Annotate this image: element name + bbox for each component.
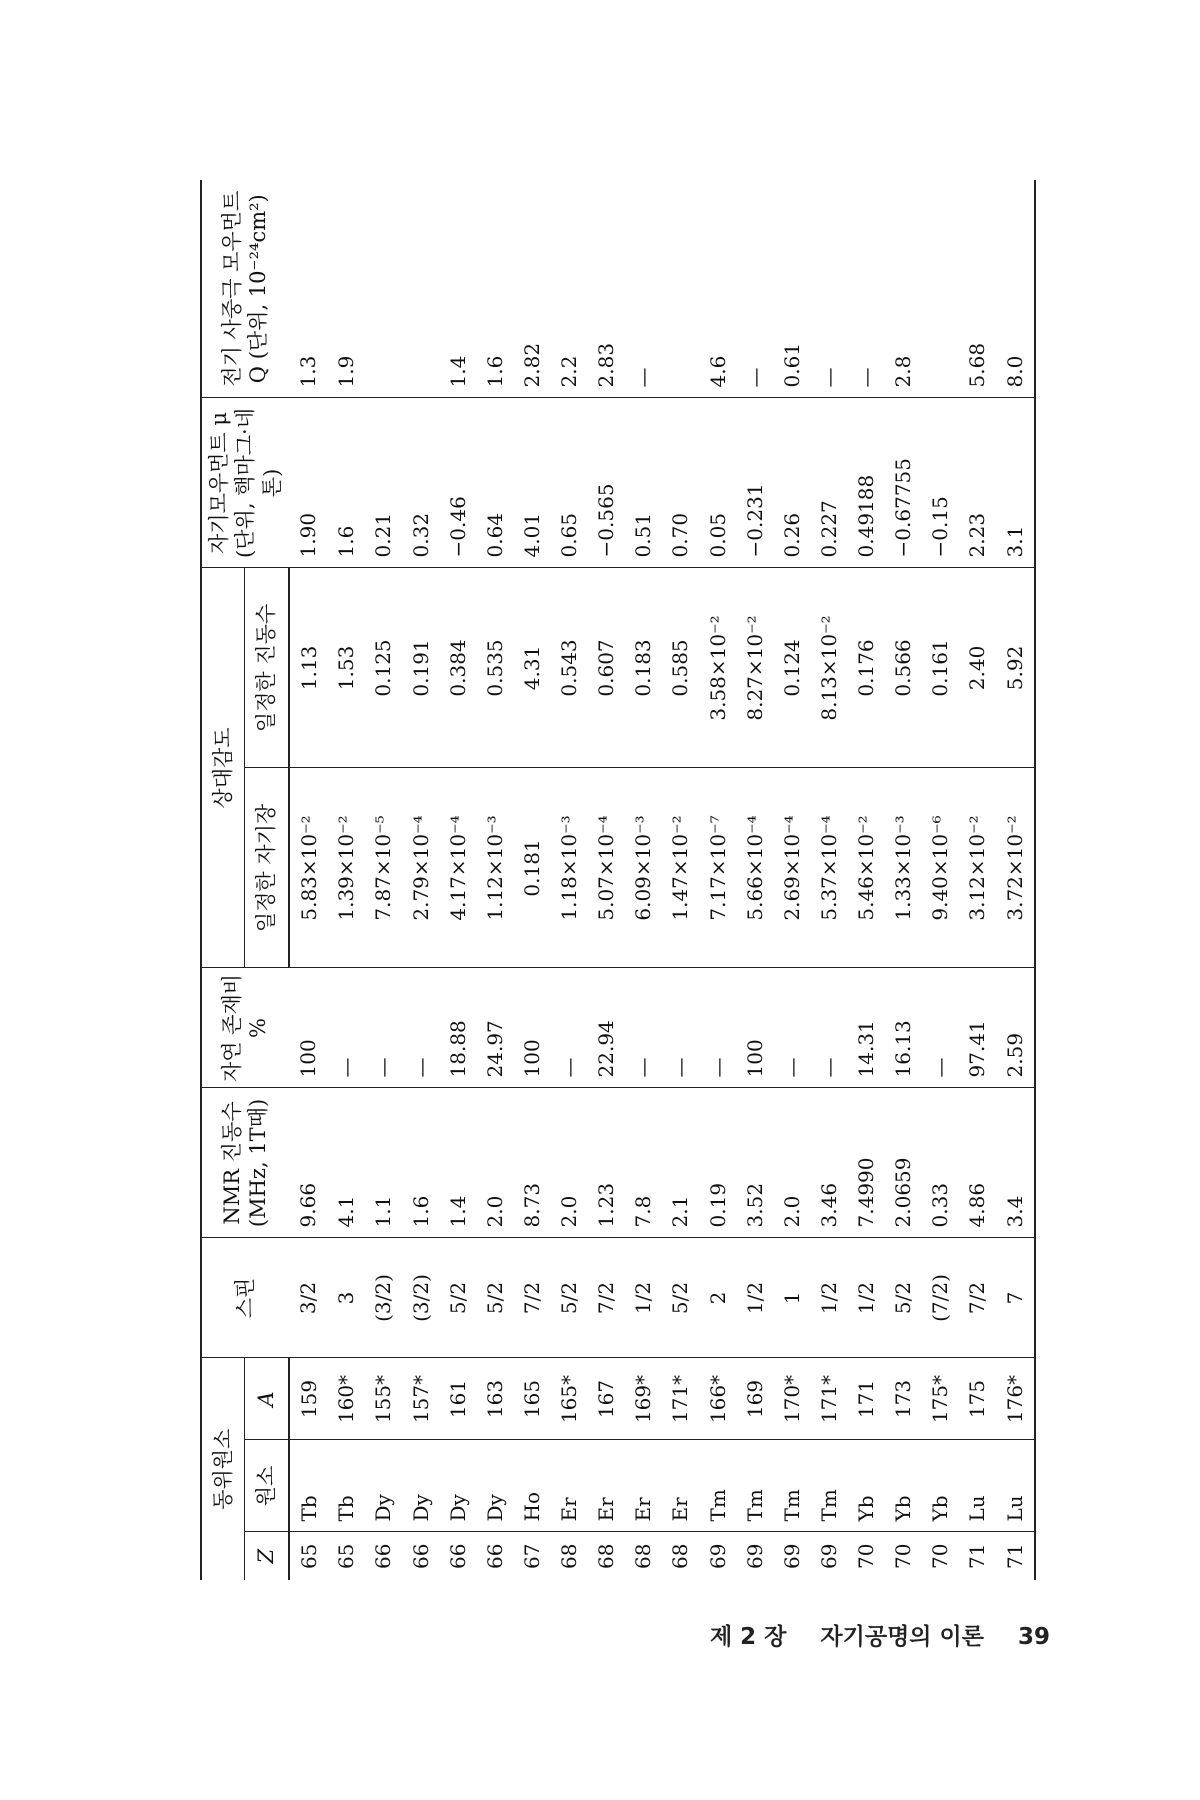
cell-abundance: — [625,968,662,1088]
cell-spin: 5/2 [885,1238,922,1358]
cell-nmr-frequency: 1.23 [588,1088,625,1238]
cell-quadrupole-moment: — [810,180,847,398]
cell-spin: 3/2 [289,1238,328,1358]
cell-element: Tm [699,1440,736,1532]
table-row [699,180,736,1580]
cell-nmr-frequency: 1.1 [365,1088,402,1238]
cell-magnetic-moment: 1.90 [289,398,328,568]
cell-mass-number: 157* [402,1358,439,1440]
cell-abundance: — [365,968,402,1088]
cell-quadrupole-moment: — [736,180,773,398]
cell-nmr-frequency: 2.1 [662,1088,699,1238]
cell-quadrupole-moment: — [847,180,884,398]
cell-element: Er [662,1440,699,1532]
cell-mass-number: 176* [996,1358,1035,1440]
cell-element: Tb [289,1440,328,1532]
cell-magnetic-moment: −0.46 [439,398,476,568]
table-row [736,180,773,1580]
cell-spin: 1 [773,1238,810,1358]
cell-z: 69 [779,1543,804,1569]
cell-mass-number: 165 [513,1358,550,1440]
cell-quadrupole-moment: — [625,180,662,398]
cell-quadrupole-moment: 1.9 [328,180,365,398]
cell-constant-frequency: 3.58×10⁻² [699,568,736,768]
table-row [402,180,439,1580]
cell-mass-number: 161 [439,1358,476,1440]
cell-nmr-frequency: 1.6 [402,1088,439,1238]
cell-nmr-frequency: 1.4 [439,1088,476,1238]
header-natural-abundance: 자연 존재비 % [201,968,289,1088]
cell-constant-frequency: 0.585 [662,568,699,768]
cell-nmr-frequency: 4.86 [959,1088,996,1238]
cell-z: 70 [854,1543,879,1569]
cell-constant-field: 1.47×10⁻² [662,768,699,968]
cell-constant-frequency: 8.27×10⁻² [736,568,773,768]
cell-element: Tb [328,1440,365,1532]
cell-constant-field: 7.17×10⁻⁷ [699,768,736,968]
cell-magnetic-moment: 0.64 [476,398,513,568]
table-row [625,180,662,1580]
cell-mass-number: 159 [289,1358,328,1440]
cell-nmr-frequency: 8.73 [513,1088,550,1238]
cell-magnetic-moment: 0.32 [402,398,439,568]
cell-mass-number: 170* [773,1358,810,1440]
cell-constant-frequency: 5.92 [996,568,1035,768]
cell-magnetic-moment: 0.65 [550,398,587,568]
cell-nmr-frequency: 3.4 [996,1088,1035,1238]
cell-mass-number: 155* [365,1358,402,1440]
table-row [476,180,513,1580]
cell-z: 67 [519,1543,544,1569]
cell-mass-number: 165* [550,1358,587,1440]
cell-z: 65 [296,1543,321,1569]
table-row [439,180,476,1580]
cell-abundance: — [328,968,365,1088]
cell-element: Lu [996,1440,1035,1532]
header-spin: 스핀 [201,1238,289,1358]
rotated-table-wrapper [200,180,1028,1580]
header-constant-field: 일정한 자기장 [245,768,289,968]
cell-nmr-frequency: 2.0 [550,1088,587,1238]
cell-spin: (3/2) [402,1238,439,1358]
cell-abundance: — [699,968,736,1088]
cell-spin: 1/2 [847,1238,884,1358]
cell-mass-number: 173 [885,1358,922,1440]
header-element: 원소 [245,1440,289,1532]
cell-constant-field: 3.72×10⁻² [996,768,1035,968]
cell-z: 69 [816,1543,841,1569]
cell-z: 71 [965,1543,990,1569]
cell-magnetic-moment: 3.1 [996,398,1035,568]
cell-magnetic-moment: 0.05 [699,398,736,568]
cell-quadrupole-moment: 0.61 [773,180,810,398]
cell-constant-field: 1.18×10⁻³ [550,768,587,968]
table-row [662,180,699,1580]
cell-spin: 1/2 [625,1238,662,1358]
cell-nmr-frequency: 0.33 [922,1088,959,1238]
table-row [289,180,328,1580]
cell-mass-number: 171* [810,1358,847,1440]
cell-spin: 5/2 [476,1238,513,1358]
cell-spin: 1/2 [810,1238,847,1358]
footer-chapter: 제 2 장 [709,1624,787,1650]
cell-element: Dy [365,1440,402,1532]
cell-quadrupole-moment: 1.6 [476,180,513,398]
cell-mass-number: 160* [328,1358,365,1440]
cell-abundance: — [810,968,847,1088]
isotope-nmr-table [200,180,1036,1580]
cell-magnetic-moment: 0.21 [365,398,402,568]
cell-constant-frequency: 4.31 [513,568,550,768]
cell-spin: (3/2) [365,1238,402,1358]
cell-mass-number: 171* [662,1358,699,1440]
cell-z: 70 [928,1543,953,1569]
cell-constant-frequency: 0.161 [922,568,959,768]
cell-nmr-frequency: 7.8 [625,1088,662,1238]
cell-z: 68 [557,1543,582,1569]
cell-nmr-frequency: 3.46 [810,1088,847,1238]
cell-constant-frequency: 0.607 [588,568,625,768]
cell-z: 66 [408,1543,433,1569]
cell-constant-frequency: 0.535 [476,568,513,768]
cell-quadrupole-moment [922,180,959,398]
table-row [996,180,1035,1580]
cell-quadrupole-moment [662,180,699,398]
table-row [328,180,365,1580]
cell-spin: 2 [699,1238,736,1358]
cell-z: 68 [631,1543,656,1569]
table-row [847,180,884,1580]
cell-mass-number: 163 [476,1358,513,1440]
cell-constant-field: 7.87×10⁻⁵ [365,768,402,968]
cell-constant-field: 5.07×10⁻⁴ [588,768,625,968]
cell-abundance: 2.59 [996,968,1035,1088]
cell-z: 69 [742,1543,767,1569]
cell-quadrupole-moment: 5.68 [959,180,996,398]
cell-nmr-frequency: 2.0659 [885,1088,922,1238]
cell-constant-field: 1.12×10⁻³ [476,768,513,968]
cell-constant-field: 6.09×10⁻³ [625,768,662,968]
header-constant-frequency: 일정한 진동수 [245,568,289,768]
cell-constant-field: 5.66×10⁻⁴ [736,768,773,968]
cell-spin: 7/2 [588,1238,625,1358]
cell-element: Dy [402,1440,439,1532]
cell-magnetic-moment: 4.01 [513,398,550,568]
cell-quadrupole-moment: 2.8 [885,180,922,398]
cell-spin: 7 [996,1238,1035,1358]
table-row [810,180,847,1580]
cell-spin: 1/2 [736,1238,773,1358]
cell-quadrupole-moment: 4.6 [699,180,736,398]
cell-magnetic-moment: −0.231 [736,398,773,568]
cell-constant-frequency: 0.191 [402,568,439,768]
cell-element: Tm [736,1440,773,1532]
table-row [513,180,550,1580]
cell-quadrupole-moment [365,180,402,398]
footer-page-number: 39 [1017,1624,1050,1650]
cell-nmr-frequency: 2.0 [476,1088,513,1238]
cell-constant-frequency: 0.384 [439,568,476,768]
cell-magnetic-moment: 0.49188 [847,398,884,568]
cell-z: 70 [891,1543,916,1569]
cell-constant-field: 3.12×10⁻² [959,768,996,968]
table-row [365,180,402,1580]
cell-constant-field: 5.83×10⁻² [289,768,328,968]
header-isotope: 동위원소 [201,1358,245,1580]
cell-z: 71 [1003,1543,1028,1569]
header-nmr-frequency: NMR 진동수 (MHz, 1T때) [201,1088,289,1238]
table-row [922,180,959,1580]
cell-abundance: — [550,968,587,1088]
cell-nmr-frequency: 4.1 [328,1088,365,1238]
cell-element: Er [588,1440,625,1532]
cell-abundance: 100 [513,968,550,1088]
table-row [773,180,810,1580]
cell-quadrupole-moment: 1.4 [439,180,476,398]
cell-constant-frequency: 0.543 [550,568,587,768]
cell-constant-frequency: 0.125 [365,568,402,768]
cell-spin: (7/2) [922,1238,959,1358]
cell-nmr-frequency: 3.52 [736,1088,773,1238]
cell-quadrupole-moment [402,180,439,398]
cell-abundance: — [773,968,810,1088]
table-row [959,180,996,1580]
cell-magnetic-moment: 0.51 [625,398,662,568]
cell-nmr-frequency: 7.4990 [847,1088,884,1238]
cell-z: 68 [594,1543,619,1569]
cell-abundance: 14.31 [847,968,884,1088]
cell-z: 66 [371,1543,396,1569]
cell-constant-frequency: 0.566 [885,568,922,768]
cell-magnetic-moment: −0.67755 [885,398,922,568]
cell-magnetic-moment: 0.26 [773,398,810,568]
table-row [550,180,587,1580]
cell-element: Lu [959,1440,996,1532]
cell-z: 65 [334,1543,359,1569]
cell-constant-frequency: 8.13×10⁻² [810,568,847,768]
cell-nmr-frequency: 2.0 [773,1088,810,1238]
cell-quadrupole-moment: 2.83 [588,180,625,398]
cell-element: Ho [513,1440,550,1532]
cell-magnetic-moment: 0.227 [810,398,847,568]
header-relative-sensitivity: 상대감도 [201,568,245,968]
cell-spin: 5/2 [439,1238,476,1358]
cell-constant-frequency: 0.183 [625,568,662,768]
cell-abundance: — [662,968,699,1088]
cell-spin: 5/2 [662,1238,699,1358]
cell-abundance: — [402,968,439,1088]
cell-constant-frequency: 0.124 [773,568,810,768]
cell-element: Er [625,1440,662,1532]
cell-element: Tm [810,1440,847,1532]
cell-magnetic-moment: 1.6 [328,398,365,568]
cell-element: Er [550,1440,587,1532]
cell-spin: 7/2 [513,1238,550,1358]
cell-constant-field: 2.69×10⁻⁴ [773,768,810,968]
cell-constant-frequency: 1.53 [328,568,365,768]
cell-element: Dy [476,1440,513,1532]
header-quadrupole-moment: 전기 사중극 모우먼트 Q (단위, 10⁻²⁴cm²) [201,180,289,398]
table-row [588,180,625,1580]
cell-mass-number: 175 [959,1358,996,1440]
cell-abundance: 16.13 [885,968,922,1088]
cell-abundance: 22.94 [588,968,625,1088]
cell-constant-field: 4.17×10⁻⁴ [439,768,476,968]
cell-z: 69 [705,1543,730,1569]
header-a: A [245,1358,289,1440]
cell-mass-number: 167 [588,1358,625,1440]
cell-nmr-frequency: 0.19 [699,1088,736,1238]
cell-abundance: 24.97 [476,968,513,1088]
cell-constant-field: 5.46×10⁻² [847,768,884,968]
cell-abundance: 100 [736,968,773,1088]
cell-mass-number: 169 [736,1358,773,1440]
cell-z: 68 [668,1543,693,1569]
cell-mass-number: 169* [625,1358,662,1440]
table-body [289,180,1036,1580]
cell-spin: 7/2 [959,1238,996,1358]
cell-quadrupole-moment: 1.3 [289,180,328,398]
cell-element: Yb [922,1440,959,1532]
cell-quadrupole-moment: 2.2 [550,180,587,398]
cell-constant-field: 1.39×10⁻² [328,768,365,968]
cell-mass-number: 171 [847,1358,884,1440]
cell-abundance: 18.88 [439,968,476,1088]
cell-constant-field: 2.79×10⁻⁴ [402,768,439,968]
header-z: Z [245,1532,289,1580]
cell-quadrupole-moment: 8.0 [996,180,1035,398]
cell-element: Dy [439,1440,476,1532]
cell-abundance: 97.41 [959,968,996,1088]
cell-spin: 3 [328,1238,365,1358]
cell-quadrupole-moment: 2.82 [513,180,550,398]
cell-mass-number: 166* [699,1358,736,1440]
cell-magnetic-moment: 2.23 [959,398,996,568]
cell-nmr-frequency: 9.66 [289,1088,328,1238]
cell-element: Tm [773,1440,810,1532]
cell-magnetic-moment: −0.15 [922,398,959,568]
header-magnetic-moment: 자기모우먼트 μ (단위, 핵마그·네톤) [201,398,289,568]
cell-z: 66 [445,1543,470,1569]
footer-title: 자기공명의 이론 [820,1624,984,1650]
cell-spin: 5/2 [550,1238,587,1358]
cell-z: 66 [482,1543,507,1569]
cell-element: Yb [847,1440,884,1532]
cell-magnetic-moment: 0.70 [662,398,699,568]
cell-constant-field: 1.33×10⁻³ [885,768,922,968]
cell-abundance: — [922,968,959,1088]
page-footer [684,1618,1050,1651]
cell-constant-field: 5.37×10⁻⁴ [810,768,847,968]
table-row [885,180,922,1580]
cell-constant-frequency: 0.176 [847,568,884,768]
cell-magnetic-moment: −0.565 [588,398,625,568]
cell-abundance: 100 [289,968,328,1088]
cell-element: Yb [885,1440,922,1532]
cell-constant-frequency: 2.40 [959,568,996,768]
cell-constant-field: 0.181 [513,768,550,968]
cell-constant-frequency: 1.13 [289,568,328,768]
cell-constant-field: 9.40×10⁻⁶ [922,768,959,968]
cell-mass-number: 175* [922,1358,959,1440]
